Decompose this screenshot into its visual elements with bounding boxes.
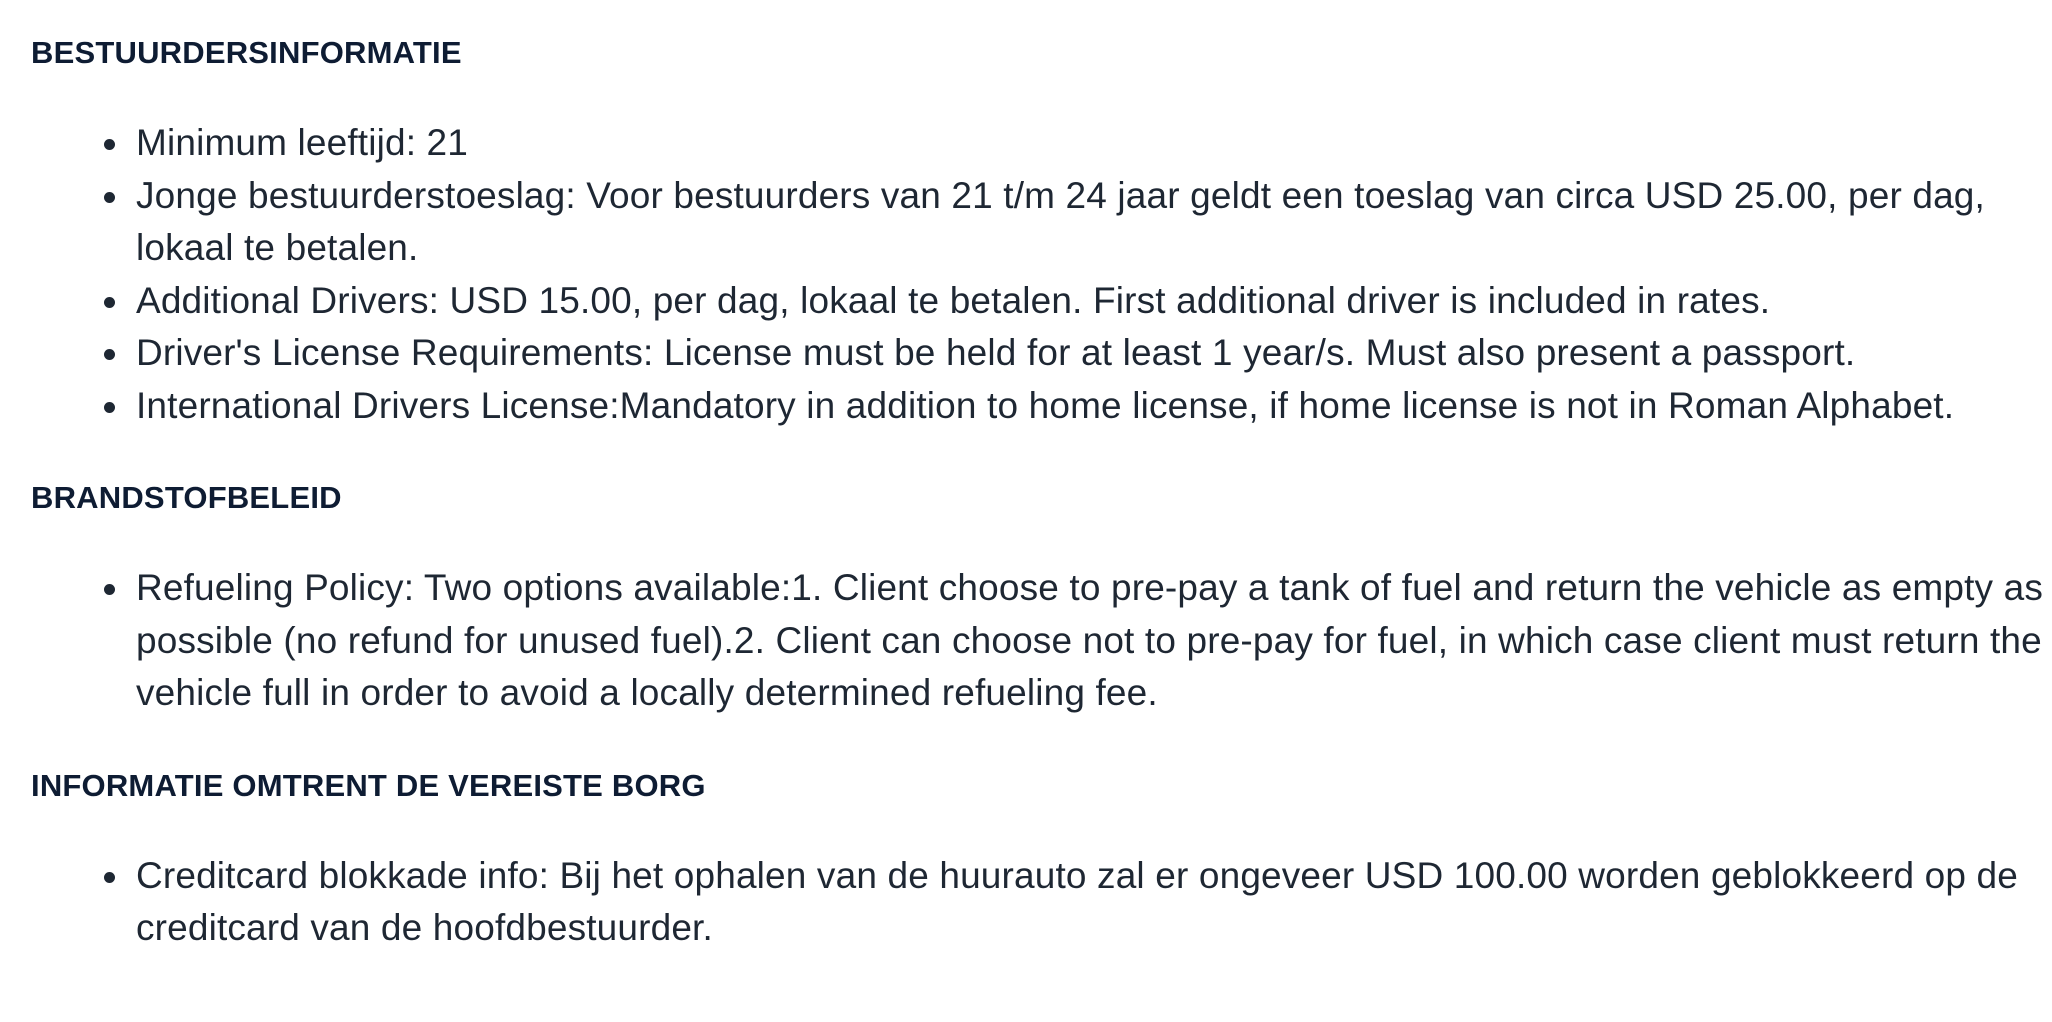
deposit-info-heading: INFORMATIE OMTRENT DE VEREISTE BORG xyxy=(31,767,706,803)
bullet-icon xyxy=(104,872,115,883)
fuel-policy-list xyxy=(31,562,2052,720)
list-item xyxy=(136,117,2052,170)
bullet-icon xyxy=(104,402,115,413)
fuel-policy-heading: BRANDSTOFBELEID xyxy=(31,480,342,515)
list-item xyxy=(136,327,2052,380)
driver-info-heading: BESTUURDERSINFORMATIE xyxy=(31,35,462,70)
list-item-text: Minimum leeftijd: 21 xyxy=(136,122,469,163)
list-item-text: International Drivers License:Mandatory in addition to home license, if home license is not in Roman Alphabet. xyxy=(136,384,1955,426)
bullet-icon xyxy=(104,584,115,595)
list-item-text: Additional Drivers: USD 15.00, per dag, lokaal te betalen. First additional driver is included in rates. xyxy=(136,279,1771,321)
list-item xyxy=(136,850,2052,955)
bullet-icon xyxy=(104,297,115,308)
bullet-icon xyxy=(104,139,115,150)
list-item xyxy=(136,170,2052,275)
bullet-icon xyxy=(104,192,115,203)
deposit-info-list xyxy=(31,850,2052,955)
driver-info-list xyxy=(31,117,2052,432)
list-item-text: Jonge bestuurderstoeslag: Voor bestuurders van 21 t/m 24 jaar geldt een toeslag van circa USD 25.00, per dag, lokaal te betalen. xyxy=(136,174,1985,268)
bullet-icon xyxy=(104,349,115,360)
list-item xyxy=(136,562,2052,720)
list-item xyxy=(136,275,2052,328)
list-item-text: Creditcard blokkade info: Bij het ophalen van de huurauto zal er ongeveer USD 100.00 worden geblokkeerd op de creditcard van de hoofdbestuurder. xyxy=(136,854,2018,948)
list-item-text: Driver's License Requirements: License must be held for at least 1 year/s. Must also present a passport. xyxy=(136,332,1856,373)
list-item xyxy=(136,380,2052,433)
list-item-text: Refueling Policy: Two options available:1. Client choose to pre-pay a tank of fuel and return the vehicle as empty as possible (no refund for unused fuel).2. Client can choose not to pre-pay for fuel, in which case client must return the vehicle full in order to avoid a locally determined refueling fee. xyxy=(136,567,2044,713)
